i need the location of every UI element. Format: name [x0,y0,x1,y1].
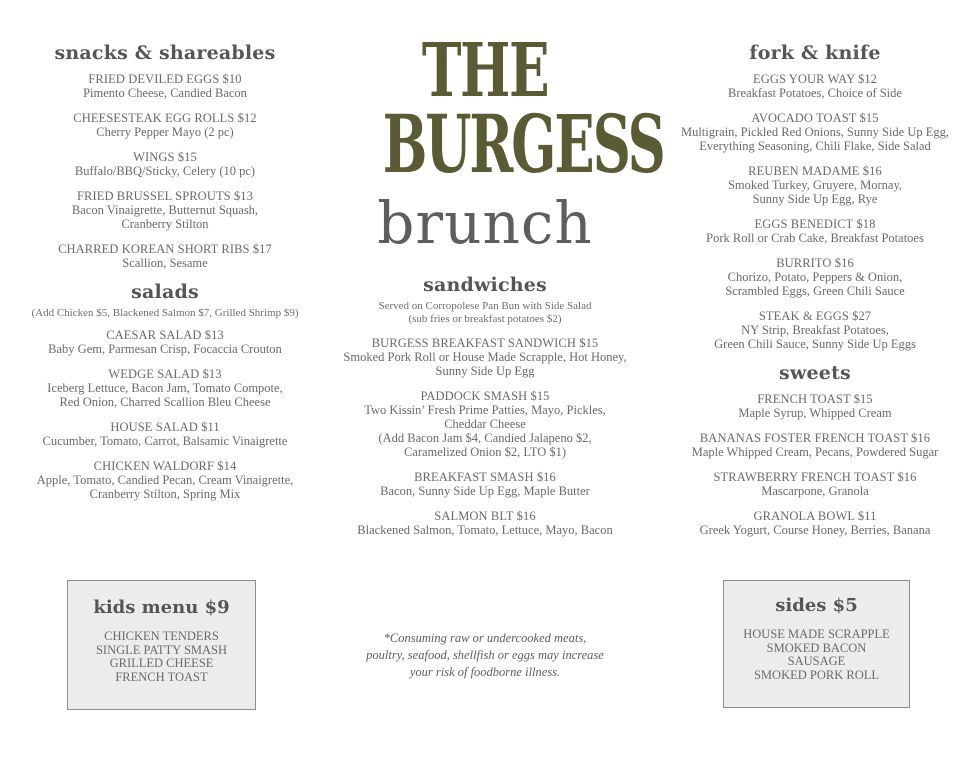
item-name: PADDOCK SMASH $15 [420,389,550,403]
menu-item [330,389,640,459]
item-desc: Iceberg Lettuce, Bacon Jam, Tomato Compote, [47,381,283,395]
menu-item [650,164,980,206]
logo-burgess: BURGESS [382,97,664,191]
menu-item [0,189,330,231]
item-desc: Scrambled Eggs, Green Chili Sauce [725,284,905,298]
item-name: WINGS $15 [133,150,197,164]
item-desc: Multigrain, Pickled Red Onions, Sunny Side Up Egg, [680,125,950,139]
middle-column [330,28,664,548]
menu-item [650,256,980,298]
disclaimer-line: your risk of foodborne illness. [409,665,561,679]
menu-subtitle: brunch [377,189,593,257]
menu-item [650,392,980,420]
item-desc: Two Kissin’ Fresh Prime Patties, Mayo, Pickles, [364,403,606,417]
item-desc: Maple Whipped Cream, Pecans, Powdered Sugar [691,445,939,459]
kids-menu-item: GRILLED CHEESE [109,656,214,670]
sweets-section [650,362,980,537]
item-name: BURRITO $16 [776,256,854,270]
item-desc: Sunny Side Up Egg [435,364,535,378]
item-desc: Scallion, Sesame [122,256,208,270]
item-desc: Smoked Pork Roll or House Made Scrapple, Hot Honey, [343,350,627,364]
item-desc: Apple, Tomato, Candied Pecan, Cream Vinaigrette, [36,473,294,487]
menu-item [330,336,640,378]
item-name: BANANAS FOSTER FRENCH TOAST $16 [699,431,931,445]
item-name: HOUSE SALAD $11 [110,420,220,434]
item-name: STRAWBERRY FRENCH TOAST $16 [713,470,917,484]
logo-the: THE [421,28,549,114]
snacks-section [0,42,330,270]
sweets-title: sweets [779,362,851,384]
item-name: AVOCADO TOAST $15 [751,111,879,125]
sides-title: sides $5 [775,595,858,616]
item-desc: Mascarpone, Granola [761,484,869,498]
logo [330,28,664,191]
item-desc: Baby Gem, Parmesan Crisp, Focaccia Crouton [48,342,282,356]
right-column [650,42,980,548]
sides-item: HOUSE MADE SCRAPPLE [743,627,890,641]
item-desc: Green Chili Sauce, Sunny Side Up Eggs [714,337,916,351]
sandwiches-note: (sub fries or breakfast potatoes $2) [408,313,562,325]
menu-item [650,309,980,351]
item-desc: Blackened Salmon, Tomato, Lettuce, Mayo, Bacon [357,523,613,537]
item-name: EGGS YOUR WAY $12 [752,72,878,86]
item-name: EGGS BENEDICT $18 [754,217,876,231]
sandwiches-title: sandwiches [423,274,547,296]
menu-item [0,420,330,448]
item-desc: Cherry Pepper Mayo (2 pc) [96,125,234,139]
kids-menu-title: kids menu $9 [93,597,230,618]
menu-item [0,242,330,270]
item-name: CHARRED KOREAN SHORT RIBS $17 [58,242,272,256]
item-name: STEAK & EGGS $27 [758,309,872,323]
item-desc: Bacon, Sunny Side Up Egg, Maple Butter [380,484,590,498]
item-desc: Cranberry Stilton, Spring Mix [89,487,241,501]
item-name: CHICKEN WALDORF $14 [93,459,237,473]
fork-knife-section [650,42,980,351]
item-desc: Cheddar Cheese [444,417,526,431]
item-name: FRENCH TOAST $15 [757,392,873,406]
item-desc: Maple Syrup, Whipped Cream [738,406,892,420]
item-name: SALMON BLT $16 [434,509,536,523]
salads-title: salads [131,281,199,303]
disclaimer-line: *Consuming raw or undercooked meats, [383,631,587,645]
menu-item [650,72,980,100]
sandwiches-note: Served on Corropolese Pan Bun with Side Salad [378,300,592,312]
menu-item [0,367,330,409]
menu-item [650,509,980,537]
menu-item [650,111,980,153]
menu-item [650,431,980,459]
fork-knife-title: fork & knife [749,42,881,64]
item-name: BREAKFAST SMASH $16 [414,470,556,484]
item-desc: Greek Yogurt, Course Honey, Berries, Banana [699,523,931,537]
kids-menu-item: CHICKEN TENDERS [104,629,219,643]
kids-menu-box [67,580,256,710]
left-column [0,42,330,512]
menu-item [330,509,640,537]
item-name: CHEESESTEAK EGG ROLLS $12 [73,111,257,125]
item-desc: Pork Roll or Crab Cake, Breakfast Potatoes [706,231,924,245]
item-name: BURGESS BREAKFAST SANDWICH $15 [371,336,599,350]
salads-addons-note: (Add Chicken $5, Blackened Salmon $7, Grilled Shrimp $9) [31,307,299,319]
disclaimer-line: poultry, seafood, shellfish or eggs may increase [366,648,604,662]
item-desc: Caramelized Onion $2, LTO $1) [403,445,567,459]
item-desc: Smoked Turkey, Gruyere, Mornay, [727,178,903,192]
menu-item [0,111,330,139]
menu-item [0,328,330,356]
menu-item [0,150,330,178]
menu-item [330,470,640,498]
item-desc: (Add Bacon Jam $4, Candied Jalapeno $2, [378,431,592,445]
item-desc: Cucumber, Tomato, Carrot, Balsamic Vinaigrette [42,434,288,448]
snacks-title: snacks & shareables [54,42,276,64]
kids-menu-item: SINGLE PATTY SMASH [95,642,228,657]
item-desc: Breakfast Potatoes, Choice of Side [728,86,902,100]
item-desc: Chorizo, Potato, Peppers & Onion, [727,270,903,284]
item-desc: Pimento Cheese, Candied Bacon [83,86,247,100]
item-name: GRANOLA BOWL $11 [753,509,877,523]
sandwiches-section [330,274,640,537]
sides-item: SMOKED PORK ROLL [753,667,879,682]
item-desc: Everything Seasoning, Chili Flake, Side Salad [699,139,931,153]
sides-item: SMOKED BACON [766,640,867,655]
item-name: FRIED BRUSSEL SPROUTS $13 [76,189,254,203]
item-name: FRIED DEVILED EGGS $10 [88,72,242,86]
sides-box [723,580,910,708]
menu-item [650,470,980,498]
item-desc: Buffalo/BBQ/Sticky, Celery (10 pc) [74,164,256,178]
item-name: REUBEN MADAME $16 [748,164,882,178]
menu-item [650,217,980,245]
item-name: CAESAR SALAD $13 [106,328,224,342]
item-desc: Red Onion, Charred Scallion Bleu Cheese [59,395,271,409]
item-name: WEDGE SALAD $13 [108,367,222,381]
sides-item: SAUSAGE [787,654,846,668]
food-safety-disclaimer [340,630,630,681]
item-desc: NY Strip, Breakfast Potatoes, [741,323,889,337]
menu-item [0,459,330,501]
item-desc: Sunny Side Up Egg, Rye [752,192,878,206]
kids-menu-item: FRENCH TOAST [115,669,208,684]
menu-item [0,72,330,100]
item-desc: Bacon Vinaigrette, Butternut Squash, [71,203,259,217]
item-desc: Cranberry Stilton [121,217,209,231]
salads-section [0,281,330,501]
